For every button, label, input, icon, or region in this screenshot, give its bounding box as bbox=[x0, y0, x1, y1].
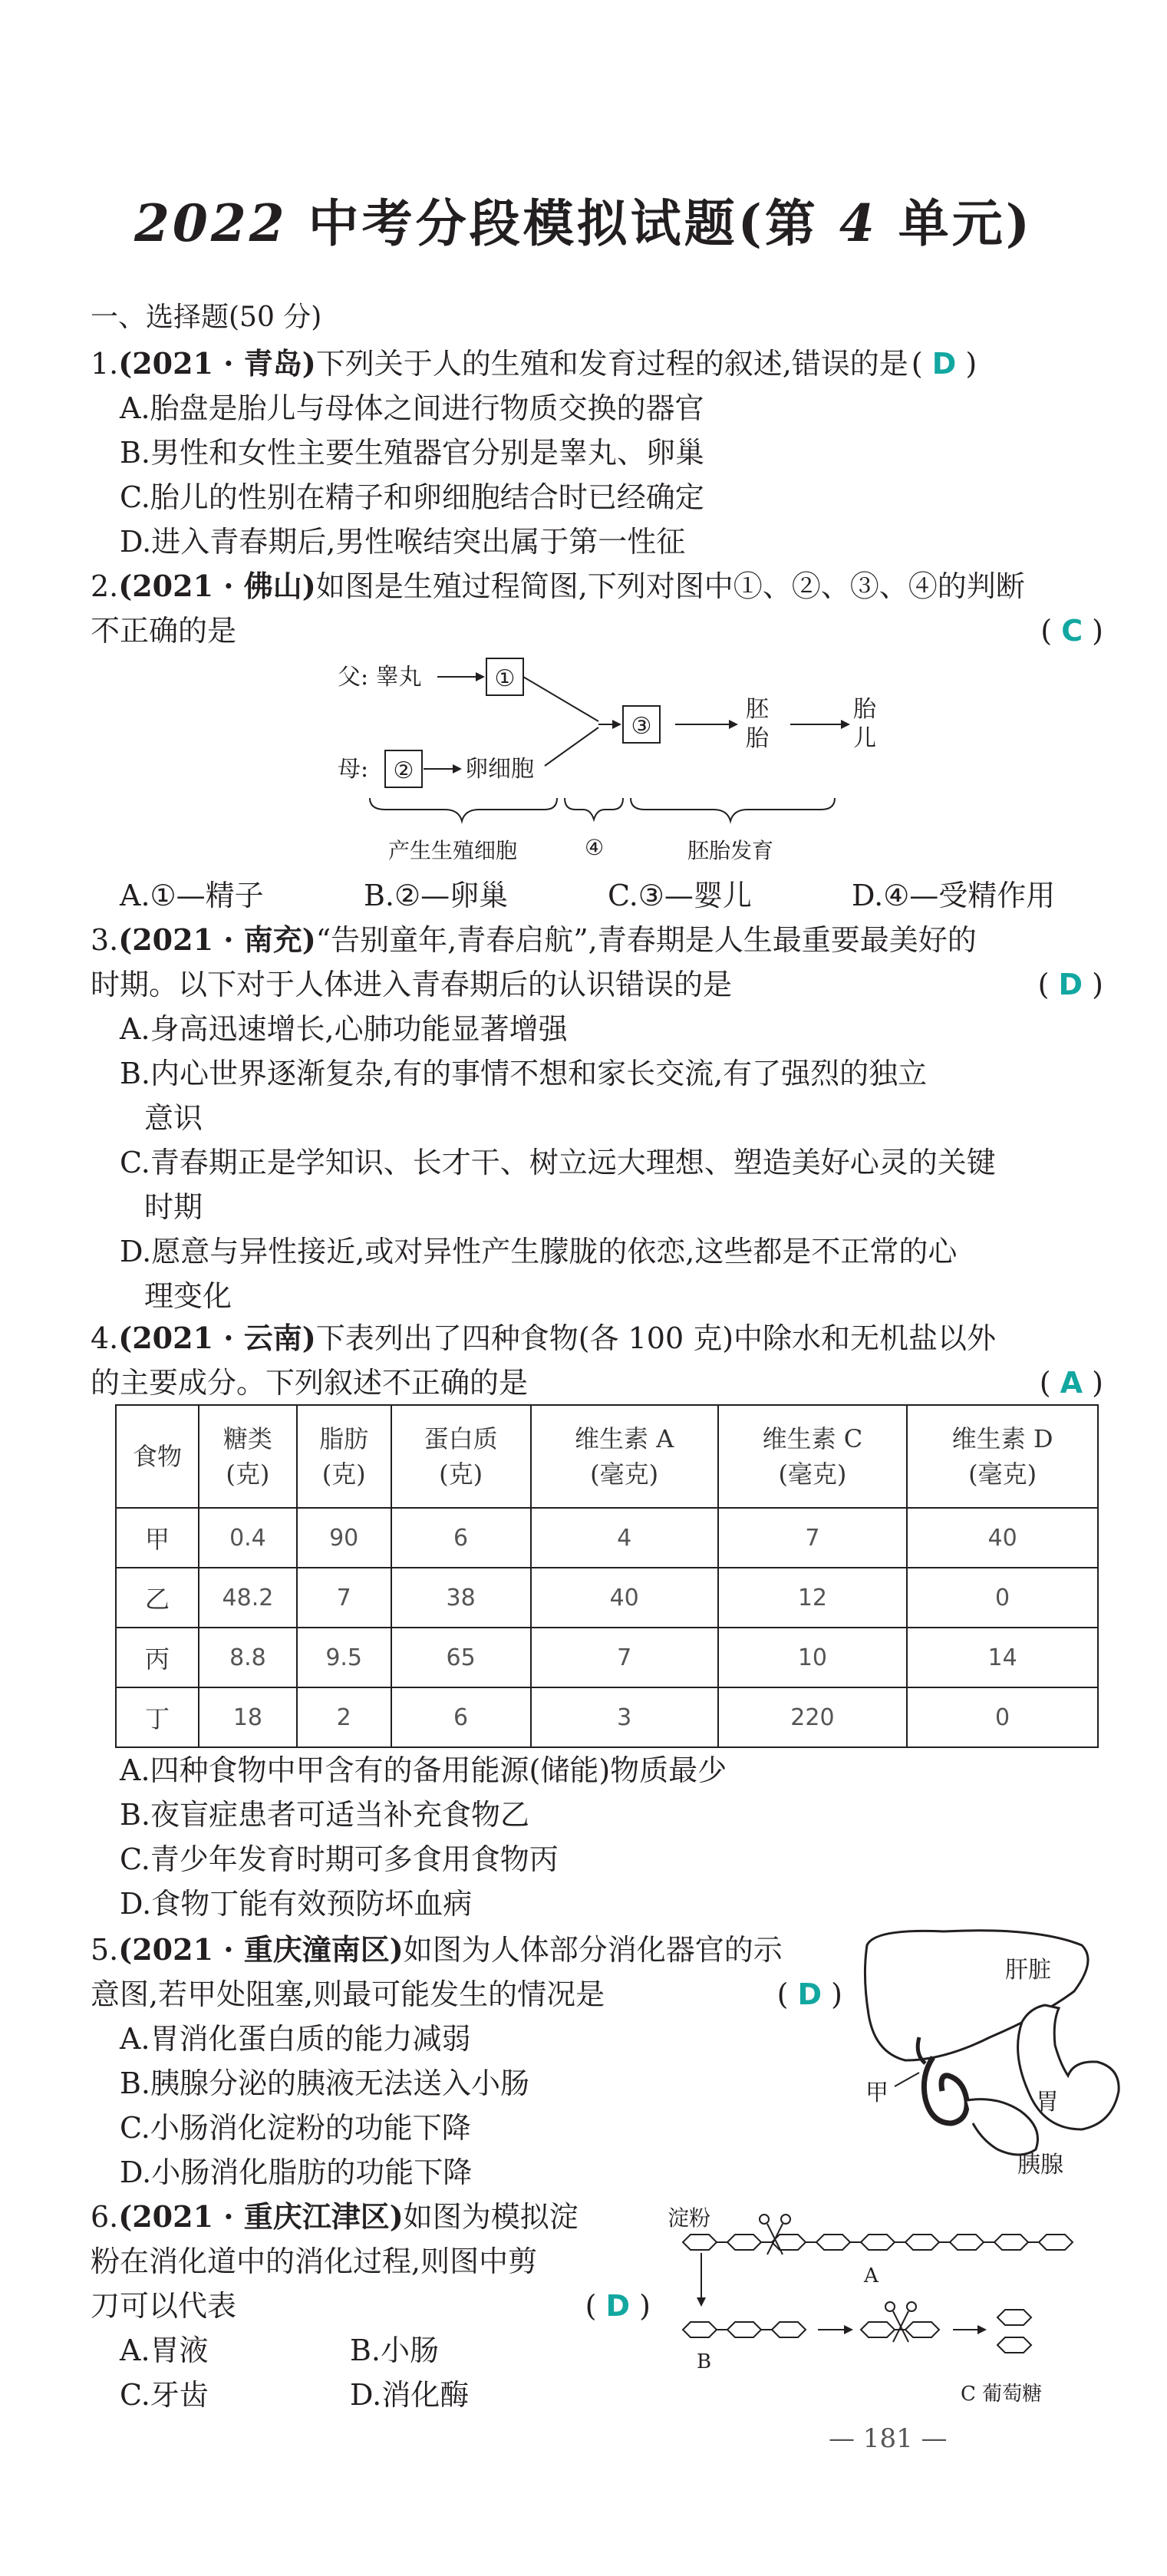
diagram-box-3-label: ③ bbox=[631, 713, 652, 740]
stomach-label: 胃 bbox=[1036, 2089, 1059, 2116]
section-heading: 一、选择题(50 分) bbox=[91, 302, 322, 333]
q5-stem-line2: 意图,若甲处阻塞,则最可能发生的情况是 bbox=[91, 1977, 605, 2011]
q6-option-b: B.小肠 bbox=[350, 2334, 440, 2367]
q2-option-c: C.③—婴儿 bbox=[608, 879, 752, 912]
q6-source: (2021 · 重庆江津区) bbox=[118, 2199, 404, 2234]
header-cell: 维生素 D (毫克) bbox=[907, 1405, 1098, 1508]
table-cell: 4 bbox=[531, 1508, 718, 1568]
table-cell: 65 bbox=[391, 1628, 531, 1687]
table-row bbox=[116, 1508, 1098, 1568]
table-cell: 7 bbox=[531, 1628, 718, 1687]
title-unit-number: 4 bbox=[839, 193, 878, 253]
q6-number: 6. bbox=[91, 2200, 119, 2234]
question-6: 6.(2021 · 重庆江津区)如图为模拟淀 粉在消化道中的消化过程,则图中剪 刀可以代表 ( D ) A.胃液 B.小肠 C.牙齿 D.消化酶 bbox=[91, 2195, 674, 2417]
diagram-mother-label: 母: bbox=[338, 756, 369, 783]
q3-option-d-line2: 理变化 bbox=[144, 1279, 232, 1313]
table-cell: 丙 bbox=[116, 1628, 199, 1687]
q5-option-c: C.小肠消化淀粉的功能下降 bbox=[120, 2111, 471, 2145]
starch-chain bbox=[683, 2235, 1073, 2250]
chain-b-label: B bbox=[697, 2350, 712, 2373]
q3-option-a: A.身高迅速增长,心肺功能显著增强 bbox=[120, 1012, 568, 1046]
table-cell: 7 bbox=[718, 1508, 908, 1568]
table-header-row bbox=[116, 1405, 1098, 1508]
chain-a-label: A bbox=[864, 2264, 879, 2287]
q5-answer: D bbox=[797, 1977, 823, 2011]
table-cell: 3 bbox=[531, 1687, 718, 1747]
jia-label: 甲 bbox=[865, 2080, 888, 2106]
q3-stem-line1: “告别童年,青春启航”,青春期是人生最重要最美好的 bbox=[315, 923, 977, 957]
q4-source: (2021 · 云南) bbox=[118, 1321, 316, 1355]
diagram-egg-label: 卵细胞 bbox=[465, 756, 534, 783]
q1-stem: 下列关于人的生殖和发育过程的叙述,错误的是 bbox=[315, 347, 908, 381]
table-cell: 18 bbox=[199, 1687, 297, 1747]
diagram-brace-3 bbox=[631, 798, 835, 821]
q6-stem-line2: 粉在消化道中的消化过程,则图中剪 bbox=[91, 2245, 538, 2278]
diagram-embryo-label-1: 胚 bbox=[746, 696, 769, 723]
diagram-brace-3-label: 胚胎发育 bbox=[687, 838, 774, 863]
table-cell: 40 bbox=[907, 1508, 1098, 1568]
chain-b bbox=[683, 2322, 806, 2337]
table-row bbox=[116, 1568, 1098, 1628]
q3-number: 3. bbox=[91, 923, 119, 957]
diagram-father-label: 父: 睾丸 bbox=[338, 664, 422, 691]
q5-stem-line1: 如图为人体部分消化器官的示 bbox=[403, 1933, 783, 1967]
q5-number: 5. bbox=[91, 1933, 119, 1967]
table-cell: 7 bbox=[297, 1568, 391, 1628]
pancreas-label: 胰腺 bbox=[1017, 2152, 1063, 2179]
header-cell: 脂肪 (克) bbox=[297, 1405, 391, 1508]
q5-source: (2021 · 重庆潼南区) bbox=[118, 1932, 404, 1967]
pancreas-shape bbox=[967, 2099, 1038, 2155]
table-cell: 8.8 bbox=[199, 1628, 297, 1687]
liver-label: 肝脏 bbox=[1005, 1957, 1051, 1984]
table-cell: 2 bbox=[297, 1687, 391, 1747]
q6-option-d: D.消化酶 bbox=[350, 2378, 470, 2412]
q1-answer: D bbox=[931, 347, 957, 381]
table-cell: 40 bbox=[531, 1568, 718, 1628]
question-2: 2.(2021 · 佛山)如图是生殖过程简图,下列对图中①、②、③、④的判断 不正确的是 ( C ) bbox=[91, 569, 1103, 648]
table-cell: 丁 bbox=[116, 1687, 199, 1747]
diagram-fetus-label-2: 儿 bbox=[853, 725, 876, 752]
table-cell: 10 bbox=[718, 1628, 908, 1687]
diagram-brace-2-label: ④ bbox=[585, 835, 605, 860]
diagram-box-1-label: ① bbox=[494, 665, 516, 692]
q4-stem-line1: 下表列出了四种食物(各 100 克)中除水和无机盐以外 bbox=[315, 1321, 997, 1355]
q2-source: (2021 · 佛山) bbox=[118, 569, 316, 603]
q3-source: (2021 · 南充) bbox=[118, 922, 316, 957]
table-row bbox=[116, 1628, 1098, 1687]
q4-answer: A bbox=[1060, 1366, 1083, 1400]
starch-label: 淀粉 bbox=[668, 2205, 711, 2231]
q2-stem-line2: 不正确的是 bbox=[91, 614, 237, 648]
header-cell: 维生素 A (毫克) bbox=[531, 1405, 718, 1508]
q6-option-a: A.胃液 bbox=[120, 2334, 209, 2367]
table-row bbox=[116, 1687, 1098, 1747]
diagram-embryo-label-2: 胎 bbox=[746, 725, 769, 752]
q4-option-b: B.夜盲症患者可适当补充食物乙 bbox=[120, 1798, 530, 1832]
q3-option-c-line2: 时期 bbox=[144, 1190, 203, 1224]
q4-option-a: A.四种食物中甲含有的备用能源(储能)物质最少 bbox=[120, 1753, 727, 1787]
q6-stem-line3: 刀可以代表 bbox=[91, 2289, 237, 2323]
table-cell: 乙 bbox=[116, 1568, 199, 1628]
stomach-shape bbox=[1018, 2005, 1119, 2129]
q2-option-d: D.④—受精作用 bbox=[852, 879, 1056, 912]
table-cell: 甲 bbox=[116, 1508, 199, 1568]
diagram-brace-1 bbox=[370, 798, 557, 821]
page-title bbox=[0, 183, 1167, 256]
q4-option-d: D.食物丁能有效预防坏血病 bbox=[120, 1887, 473, 1921]
question-1: 1.(2021 · 青岛)下列关于人的生殖和发育过程的叙述,错误的是 ( D ) A.胎盘是胎儿与母体之间进行物质交换的器官 B.男性和女性主要生殖器官分别是睾丸、卵巢 C.胎儿的性别在精子和卵细胞结合时已经确定 D.进入青春期后,男性喉结突出属于第一性征 bbox=[91, 341, 1103, 564]
table-cell: 6 bbox=[391, 1508, 531, 1568]
q3-option-b-line2: 意识 bbox=[144, 1101, 203, 1135]
q1-number: 1. bbox=[91, 347, 119, 381]
table-cell: 220 bbox=[718, 1687, 908, 1747]
question-3: 3.(2021 · 南充)“告别童年,青春启航”,青春期是人生最重要最美好的 时期。以下对于人体进入青春期后的认识错误的是 ( D ) A.身高迅速增长,心肺功能显著增强 B.内心世界逐渐复杂,有的事情不想和家长交流,有了强烈的独立 意识 C.青春期正是学知识、长才干、树立远大理想、塑造美好心灵的关键 时期 D.愿意与异性接近,或对异性产生朦胧的依恋,这些都是不正常的心 理变化 bbox=[91, 918, 1103, 1318]
diagram-fetus-label-1: 胎 bbox=[853, 696, 876, 723]
header-cell: 维生素 C (毫克) bbox=[718, 1405, 908, 1508]
title-tail: 单元) bbox=[877, 193, 1033, 253]
q1-option-a: A.胎盘是胎儿与母体之间进行物质交换的器官 bbox=[120, 391, 704, 425]
question-4: 4.(2021 · 云南)下表列出了四种食物(各 100 克)中除水和无机盐以外 的主要成分。下列叙述不正确的是 ( A ) bbox=[91, 1321, 1103, 1400]
title-year: 2022 bbox=[134, 193, 288, 253]
q6-option-c: C.牙齿 bbox=[120, 2378, 209, 2412]
q3-option-b-line1: B.内心世界逐渐复杂,有的事情不想和家长交流,有了强烈的独立 bbox=[120, 1057, 928, 1090]
glucose-label: C 葡萄糖 bbox=[961, 2383, 1043, 2406]
q3-answer: D bbox=[1058, 968, 1083, 1001]
table-cell: 38 bbox=[391, 1568, 531, 1628]
table-cell: 6 bbox=[391, 1687, 531, 1747]
question-5: 5.(2021 · 重庆潼南区)如图为人体部分消化器官的示 意图,若甲处阻塞,则最可能发生的情况是 ( D ) A.胃消化蛋白质的能力减弱 B.胰腺分泌的胰液无法送入小肠 C.小肠消化淀粉的功能下降 D.小肠消化脂肪的功能下降 bbox=[91, 1928, 842, 2195]
q2-reproduction-diagram bbox=[322, 652, 890, 875]
q3-option-c-line1: C.青春期正是学知识、长才干、树立远大理想、塑造美好心灵的关键 bbox=[120, 1146, 996, 1179]
glucose-units bbox=[997, 2310, 1031, 2353]
title-main: 中考分段模拟试题(第 bbox=[287, 193, 839, 253]
question-4-options bbox=[91, 1748, 1103, 1926]
table-cell: 0 bbox=[907, 1568, 1098, 1628]
q2-answer: C bbox=[1061, 614, 1083, 648]
table-cell: 14 bbox=[907, 1628, 1098, 1687]
q1-option-b: B.男性和女性主要生殖器官分别是睾丸、卵巢 bbox=[120, 436, 705, 470]
q1-source: (2021 · 青岛) bbox=[118, 346, 316, 381]
diagram-box-2-label: ② bbox=[393, 757, 414, 784]
q6-stem-line1: 如图为模拟淀 bbox=[403, 2200, 579, 2234]
q3-stem-line2: 时期。以下对于人体进入青春期后的认识错误的是 bbox=[91, 968, 733, 1001]
header-cell: 蛋白质 (克) bbox=[391, 1405, 531, 1508]
q4-option-c: C.青少年发育时期可多食用食物丙 bbox=[120, 1842, 559, 1876]
q5-option-d: D.小肠消化脂肪的功能下降 bbox=[120, 2155, 473, 2189]
q4-number: 4. bbox=[91, 1321, 119, 1355]
diagram-brace-2 bbox=[565, 798, 623, 820]
q5-option-a: A.胃消化蛋白质的能力减弱 bbox=[120, 2022, 471, 2056]
intestine-shape bbox=[924, 2057, 967, 2123]
table-cell: 0 bbox=[907, 1687, 1098, 1747]
q5-digestive-organs-figure bbox=[852, 1922, 1136, 2183]
page-number: — 181 — bbox=[829, 2423, 948, 2454]
question-2-options bbox=[91, 873, 1103, 918]
q4-stem-line2: 的主要成分。下列叙述不正确的是 bbox=[91, 1366, 529, 1400]
table-cell: 0.4 bbox=[199, 1508, 297, 1568]
table-cell: 9.5 bbox=[297, 1628, 391, 1687]
q6-starch-digestion-figure bbox=[668, 2202, 1120, 2425]
q3-option-d-line1: D.愿意与异性接近,或对异性产生朦胧的依恋,这些都是不正常的心 bbox=[120, 1235, 958, 1268]
table-cell: 12 bbox=[718, 1568, 908, 1628]
food-table bbox=[115, 1404, 1099, 1748]
q2-option-a: A.①—精子 bbox=[120, 879, 264, 912]
table-cell: 90 bbox=[297, 1508, 391, 1568]
q2-number: 2. bbox=[91, 569, 119, 603]
header-cell: 食物 bbox=[116, 1405, 199, 1508]
q2-option-b: B.②—卵巢 bbox=[364, 879, 509, 912]
q1-option-d: D.进入青春期后,男性喉结突出属于第一性征 bbox=[120, 525, 686, 559]
q5-option-b: B.胰腺分泌的胰液无法送入小肠 bbox=[120, 2066, 530, 2100]
q2-stem-line1: 如图是生殖过程简图,下列对图中①、②、③、④的判断 bbox=[315, 569, 1025, 603]
diagram-brace-1-label: 产生生殖细胞 bbox=[388, 838, 518, 863]
header-cell: 糖类 (克) bbox=[199, 1405, 297, 1508]
table-cell: 48.2 bbox=[199, 1568, 297, 1628]
q1-option-c: C.胎儿的性别在精子和卵细胞结合时已经确定 bbox=[120, 480, 704, 514]
q6-answer: D bbox=[605, 2289, 631, 2323]
